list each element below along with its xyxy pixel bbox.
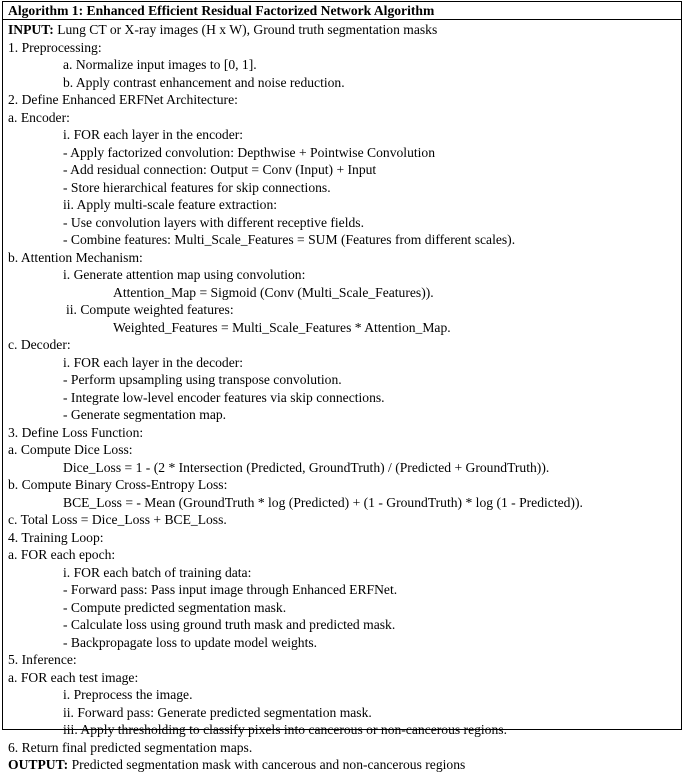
- algorithm-line: [3, 599, 681, 617]
- algorithm-line: [3, 669, 681, 687]
- algorithm-line: [3, 126, 681, 144]
- algorithm-line: [3, 511, 681, 529]
- algorithm-line: [3, 476, 681, 494]
- line-label: OUTPUT:: [8, 757, 69, 772]
- algorithm-line: [3, 529, 681, 547]
- algorithm-line: [3, 634, 681, 652]
- algorithm-line: [3, 406, 681, 424]
- line-text: b. Compute Binary Cross-Entropy Loss:: [8, 477, 228, 492]
- line-text: a. Normalize input images to [0, 1].: [63, 57, 257, 72]
- line-text: - Compute predicted segmentation mask.: [63, 599, 287, 615]
- line-text: ii. Forward pass: Generate predicted segmentation mask.: [63, 704, 372, 720]
- algorithm-line: [3, 266, 681, 284]
- line-text: Lung CT or X-ray images (H x W), Ground truth segmentation masks: [53, 22, 438, 37]
- line-text: i. Generate attention map using convolution:: [63, 267, 306, 282]
- algorithm-line: [3, 686, 681, 704]
- algorithm-body: [3, 20, 681, 774]
- algorithm-line: [3, 109, 681, 127]
- algorithm-title: Algorithm 1: Enhanced Efficient Residual Factorized Network Algorithm: [3, 2, 681, 20]
- line-text: 6. Return final predicted segmentation maps.: [8, 739, 253, 755]
- algorithm-line: [3, 581, 681, 599]
- line-text: - Calculate loss using ground truth mask and predicted mask.: [63, 617, 396, 632]
- line-text: a. FOR each epoch:: [8, 547, 116, 562]
- line-text: 5. Inference:: [8, 652, 77, 667]
- algorithm-line: [3, 196, 681, 214]
- line-text: BCE_Loss = - Mean (GroundTruth * log (Predicted) + (1 - GroundTruth) * log (1 - Predicted)).: [63, 494, 583, 510]
- algorithm-line: [3, 564, 681, 582]
- line-text: c. Decoder:: [8, 337, 71, 352]
- line-text: - Use convolution layers with different receptive fields.: [63, 214, 364, 230]
- line-text: 3. Define Loss Function:: [8, 424, 144, 440]
- algorithm-line: [3, 39, 681, 57]
- algorithm-line: [3, 144, 681, 162]
- line-text: 1. Preprocessing:: [8, 39, 102, 55]
- line-text: Dice_Loss = 1 - (2 * Intersection (Predicted, GroundTruth) / (Predicted + GroundTruth)).: [63, 459, 550, 475]
- algorithm-line: [3, 21, 681, 39]
- line-text: - Add residual connection: Output = Conv (Input) + Input: [63, 162, 377, 177]
- algorithm-line: [3, 231, 681, 249]
- algorithm-line: [3, 74, 681, 92]
- algorithm-line: [3, 354, 681, 372]
- line-text: - Generate segmentation map.: [63, 407, 227, 422]
- line-text: i. FOR each layer in the decoder:: [63, 354, 244, 370]
- algorithm-line: [3, 739, 681, 757]
- line-text: b. Apply contrast enhancement and noise reduction.: [63, 74, 345, 90]
- algorithm-line: [3, 651, 681, 669]
- line-text: - Store hierarchical features for skip connections.: [63, 179, 331, 195]
- line-text: a. FOR each test image:: [8, 669, 139, 685]
- algorithm-line: [3, 56, 681, 74]
- algorithm-line: [3, 756, 681, 774]
- line-text: - Perform upsampling using transpose convolution.: [63, 372, 342, 387]
- algorithm-line: [3, 459, 681, 477]
- line-text: b. Attention Mechanism:: [8, 249, 143, 265]
- line-text: iii. Apply thresholding to classify pixels into cancerous or non-cancerous regions.: [63, 722, 507, 737]
- line-text: ii. Compute weighted features:: [66, 302, 234, 317]
- algorithm-line: [3, 389, 681, 407]
- algorithm-line: [3, 546, 681, 564]
- line-text: a. Compute Dice Loss:: [8, 442, 133, 457]
- algorithm-line: [3, 319, 681, 337]
- line-text: - Apply factorized convolution: Depthwise + Pointwise Convolution: [63, 144, 436, 160]
- line-text: Weighted_Features = Multi_Scale_Features * Attention_Map.: [113, 319, 451, 335]
- algorithm-line: [3, 301, 681, 319]
- line-text: ii. Apply multi-scale feature extraction:: [63, 197, 278, 212]
- line-text: 4. Training Loop:: [8, 529, 104, 545]
- line-text: i. FOR each batch of training data:: [63, 564, 252, 580]
- algorithm-line: [3, 424, 681, 442]
- algorithm-line: [3, 704, 681, 722]
- line-text: Predicted segmentation mask with cancerous and non-cancerous regions: [68, 757, 466, 772]
- algorithm-box: [2, 1, 682, 772]
- line-text: i. Preprocess the image.: [63, 687, 193, 702]
- line-text: - Integrate low-level encoder features via skip connections.: [63, 389, 385, 405]
- algorithm-line: [3, 284, 681, 302]
- line-text: - Combine features: Multi_Scale_Features = SUM (Features from different scales).: [63, 232, 516, 247]
- algorithm-line: [3, 371, 681, 389]
- algorithm-line: [3, 336, 681, 354]
- line-text: a. Encoder:: [8, 109, 70, 125]
- line-text: - Backpropagate loss to update model weights.: [63, 634, 318, 650]
- line-text: i. FOR each layer in the encoder:: [63, 127, 244, 142]
- line-label: INPUT:: [8, 22, 54, 37]
- algorithm-line: [3, 616, 681, 634]
- algorithm-line: [3, 721, 681, 739]
- algorithm-line: [3, 91, 681, 109]
- line-text: Attention_Map = Sigmoid (Conv (Multi_Scale_Features)).: [113, 284, 434, 300]
- line-text: c. Total Loss = Dice_Loss + BCE_Loss.: [8, 512, 227, 527]
- algorithm-line: [3, 214, 681, 232]
- algorithm-line: [3, 161, 681, 179]
- line-text: 2. Define Enhanced ERFNet Architecture:: [8, 92, 238, 107]
- algorithm-line: [3, 179, 681, 197]
- algorithm-line: [3, 249, 681, 267]
- algorithm-line: [3, 494, 681, 512]
- algorithm-line: [3, 441, 681, 459]
- line-text: - Forward pass: Pass input image through Enhanced ERFNet.: [63, 582, 398, 597]
